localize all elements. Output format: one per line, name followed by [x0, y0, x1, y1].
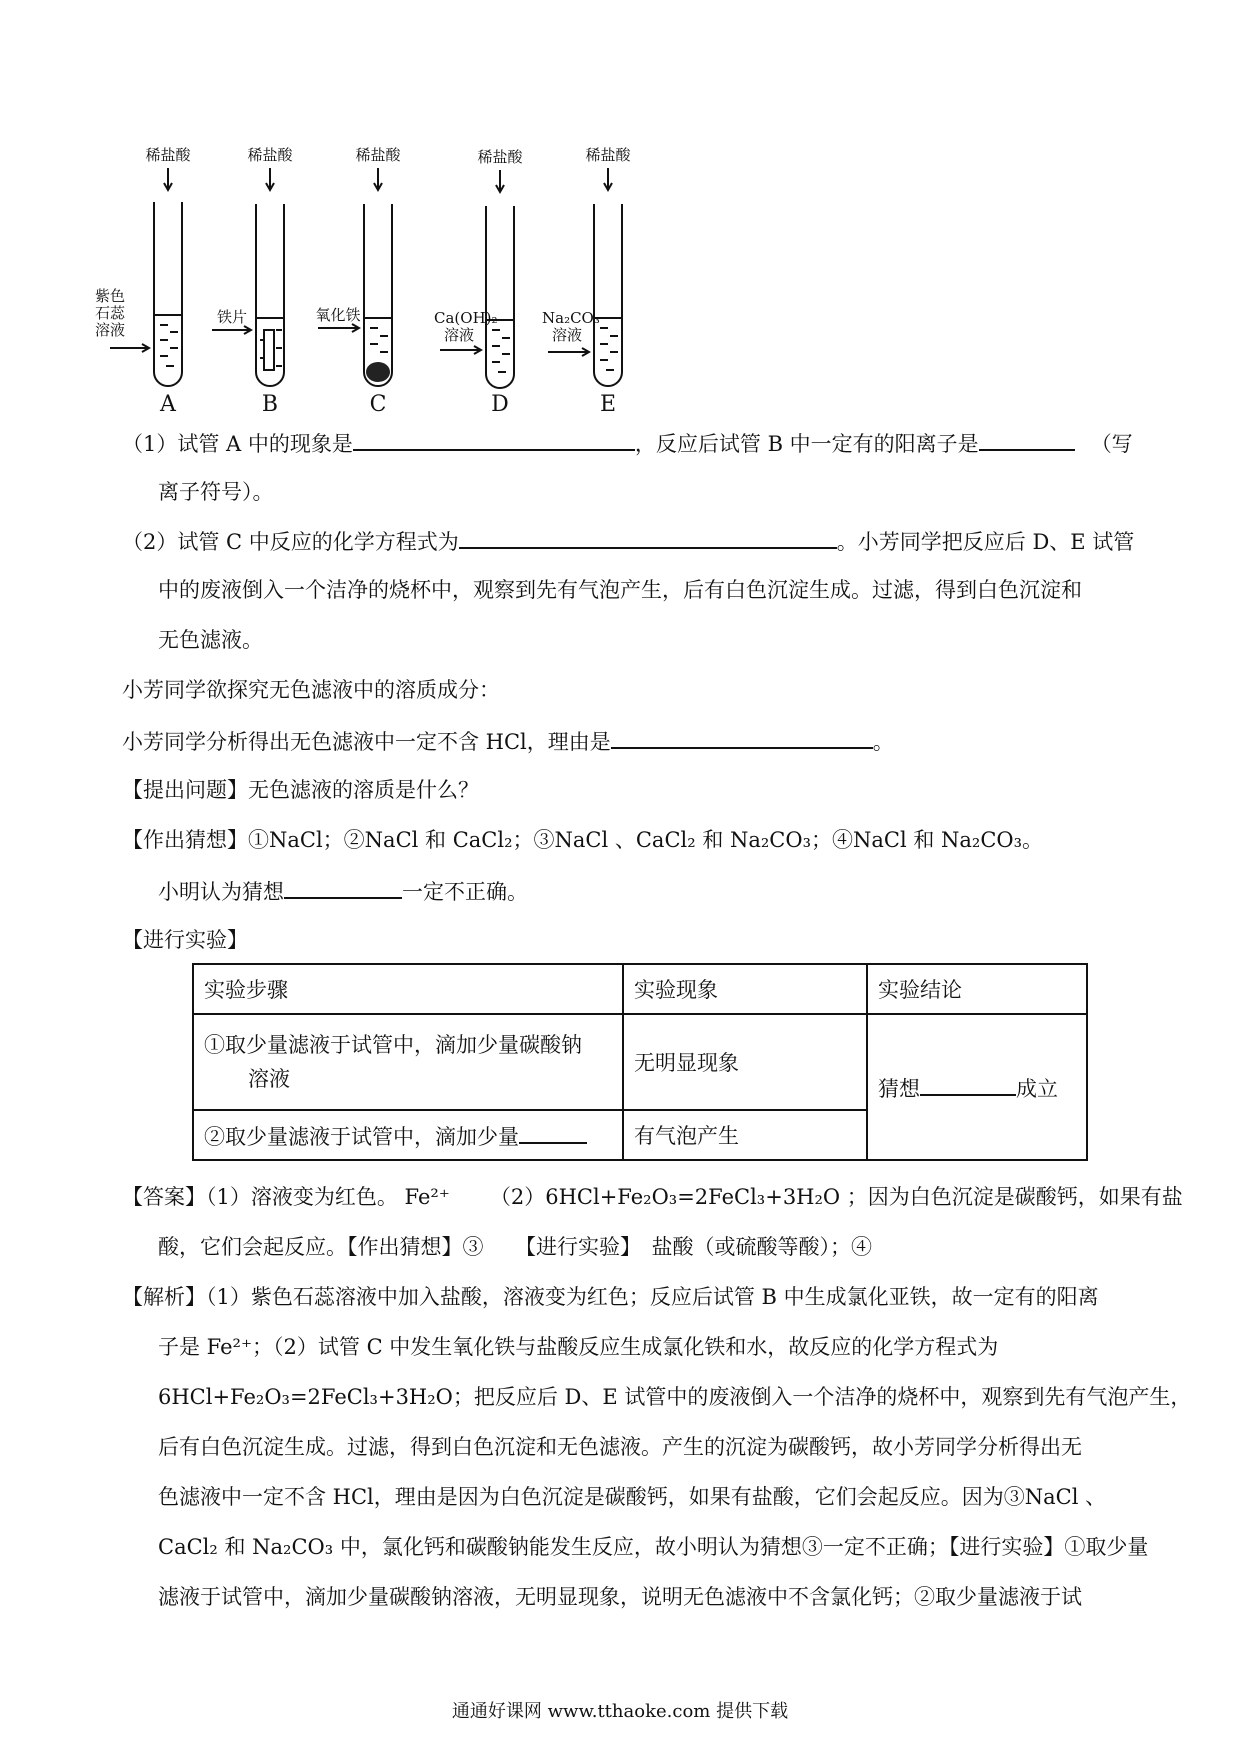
row1-step-line-a: ①取少量滤液于试管中，滴加少量碳酸钠 — [204, 1033, 582, 1057]
q1-blank-cation[interactable] — [979, 427, 1075, 451]
xiaoming-text-b: 一定不正确。 — [402, 880, 528, 904]
experiment-heading: 【进行实验】 — [122, 928, 248, 952]
question-heading: 【提出问题】无色滤液的溶质是什么？ — [122, 778, 479, 802]
analysis-blank-reason[interactable] — [611, 725, 873, 749]
analysis-text-b: 。 — [872, 730, 894, 754]
tube-b-top-label: 稀盐酸 — [247, 146, 293, 164]
conclusion-cell — [867, 1014, 1087, 1160]
question-1-line-1 — [122, 427, 1133, 459]
q1-text-c: （写 — [1090, 432, 1133, 456]
q1-text-a: （1）试管 A 中的现象是 — [122, 432, 353, 456]
answer-line-1 — [122, 1182, 1183, 1212]
tube-b-letter: B — [261, 392, 279, 417]
tube-b-reagent-label: 铁片 — [216, 308, 247, 326]
xiaoming-line — [158, 875, 528, 907]
explanation-line-4: 后有白色沉淀生成。过滤，得到白色沉淀和无色滤液。产生的沉淀为碳酸钙，故小芳同学分析得出无 — [158, 1435, 1082, 1459]
q2-text-a: （2）试管 C 中反应的化学方程式为 — [122, 530, 459, 554]
header-conclusion: 实验结论 — [867, 964, 1087, 1014]
explanation-line-2: 子是 Fe²⁺；（2）试管 C 中发生氧化铁与盐酸反应生成氯化铁和水，故反应的化学方程式为 — [158, 1335, 999, 1359]
q1-text-b: ，反应后试管 B 中一定有的阳离子是 — [634, 432, 979, 456]
explanation-line-7: 滤液于试管中，滴加少量碳酸钠溶液，无明显现象，说明无色滤液中不含氯化钙；②取少量滤液于试 — [158, 1585, 1082, 1609]
explanation-line-6: CaCl₂ 和 Na₂CO₃ 中，氯化钙和碳酸钠能发生反应，故小明认为猜想③一定不正确；【进行实验】①取少量 — [158, 1535, 1149, 1559]
q2-text-b: 。小芳同学把反应后 D、E 试管 — [836, 530, 1135, 554]
footer-credit: 通通好课网 www.tthaoke.com 提供下载 — [451, 1701, 789, 1722]
tube-d-letter: D — [491, 392, 509, 417]
header-phenomenon: 实验现象 — [623, 964, 867, 1014]
tube-d-reagent-label: Ca(OH)₂溶液 — [434, 309, 498, 344]
conclusion-blank[interactable] — [920, 1072, 1016, 1096]
row1-step — [193, 1014, 623, 1110]
conclusion-text-a: 猜想 — [878, 1076, 920, 1101]
tube-a-reagent-label: 紫色石蕊溶液 — [94, 287, 125, 339]
row1-phenomenon: 无明显现象 — [623, 1014, 867, 1110]
q1-blank-phenomenon[interactable] — [353, 427, 635, 451]
tube-e-top-label: 稀盐酸 — [585, 146, 631, 164]
row2-step-text: ②取少量滤液于试管中，滴加少量 — [204, 1124, 519, 1149]
tube-c-reagent-label: 氧化铁 — [315, 306, 361, 324]
tube-c-letter: C — [369, 392, 387, 417]
header-step: 实验步骤 — [193, 964, 623, 1014]
row2-step — [193, 1110, 623, 1160]
answer-line-2: 酸，它们会起反应。【作出猜想】③ 【进行实验】 盐酸（或硫酸等酸）；④ — [158, 1235, 872, 1259]
tube-e-letter: E — [599, 392, 617, 417]
question-1-line-2: 离子符号）。 — [158, 480, 274, 504]
explanation-line-3: 6HCl+Fe₂O₃=2FeCl₃+3H₂O；把反应后 D、E 试管中的废液倒入一个洁净的烧杯中，观察到先有气泡产生， — [158, 1385, 1192, 1409]
question-2-line-2: 中的废液倒入一个洁净的烧杯中，观察到先有气泡产生，后有白色沉淀生成。过滤，得到白色沉淀和 — [158, 578, 1082, 602]
tube-a-top-label: 稀盐酸 — [145, 146, 191, 164]
analysis-text-a: 小芳同学分析得出无色滤液中一定不含 HCl，理由是 — [122, 730, 611, 754]
answer-text-a: 【答案】（1）溶液变为红色。 Fe²⁺ — [122, 1185, 450, 1209]
tube-e-reagent-label: Na₂CO₃溶液 — [542, 309, 600, 344]
q2-blank-equation[interactable] — [459, 525, 837, 549]
tube-d-top-label: 稀盐酸 — [477, 148, 523, 166]
tube-a-letter: A — [160, 392, 176, 417]
conclusion-text-b: 成立 — [1016, 1076, 1058, 1101]
xiaoming-blank-guess[interactable] — [284, 875, 402, 899]
question-2-line-3: 无色滤液。 — [158, 628, 263, 652]
explore-intro: 小芳同学欲探究无色滤液中的溶质成分： — [122, 678, 500, 702]
row2-blank-reagent[interactable] — [519, 1120, 587, 1144]
experiment-table — [192, 963, 1088, 1161]
row2-phenomenon: 有气泡产生 — [623, 1110, 867, 1160]
test-tube-figure — [94, 140, 660, 420]
xiaoming-text-a: 小明认为猜想 — [158, 880, 284, 904]
answer-text-b: （2）6HCl+Fe₂O₃=2FeCl₃+3H₂O ；因为白色沉淀是碳酸钙，如果有盐 — [489, 1185, 1183, 1209]
guess-line: 【作出猜想】①NaCl；②NaCl 和 CaCl₂；③NaCl 、CaCl₂ 和 Na₂CO₃；④NaCl 和 Na₂CO₃。 — [122, 828, 1044, 852]
explanation-line-1: 【解析】（1）紫色石蕊溶液中加入盐酸，溶液变为红色；反应后试管 B 中生成氯化亚铁，故一定有的阳离 — [122, 1285, 1099, 1309]
analysis-line — [122, 725, 894, 757]
test-tubes-drawing — [100, 140, 660, 420]
question-2-line-1 — [122, 525, 1134, 557]
row1-step-line-b: 溶液 — [248, 1067, 290, 1091]
explanation-line-5: 色滤液中一定不含 HCl，理由是因为白色沉淀是碳酸钙，如果有盐酸，它们会起反应。因为③NaCl 、 — [158, 1485, 1107, 1509]
tube-c-top-label: 稀盐酸 — [355, 146, 401, 164]
